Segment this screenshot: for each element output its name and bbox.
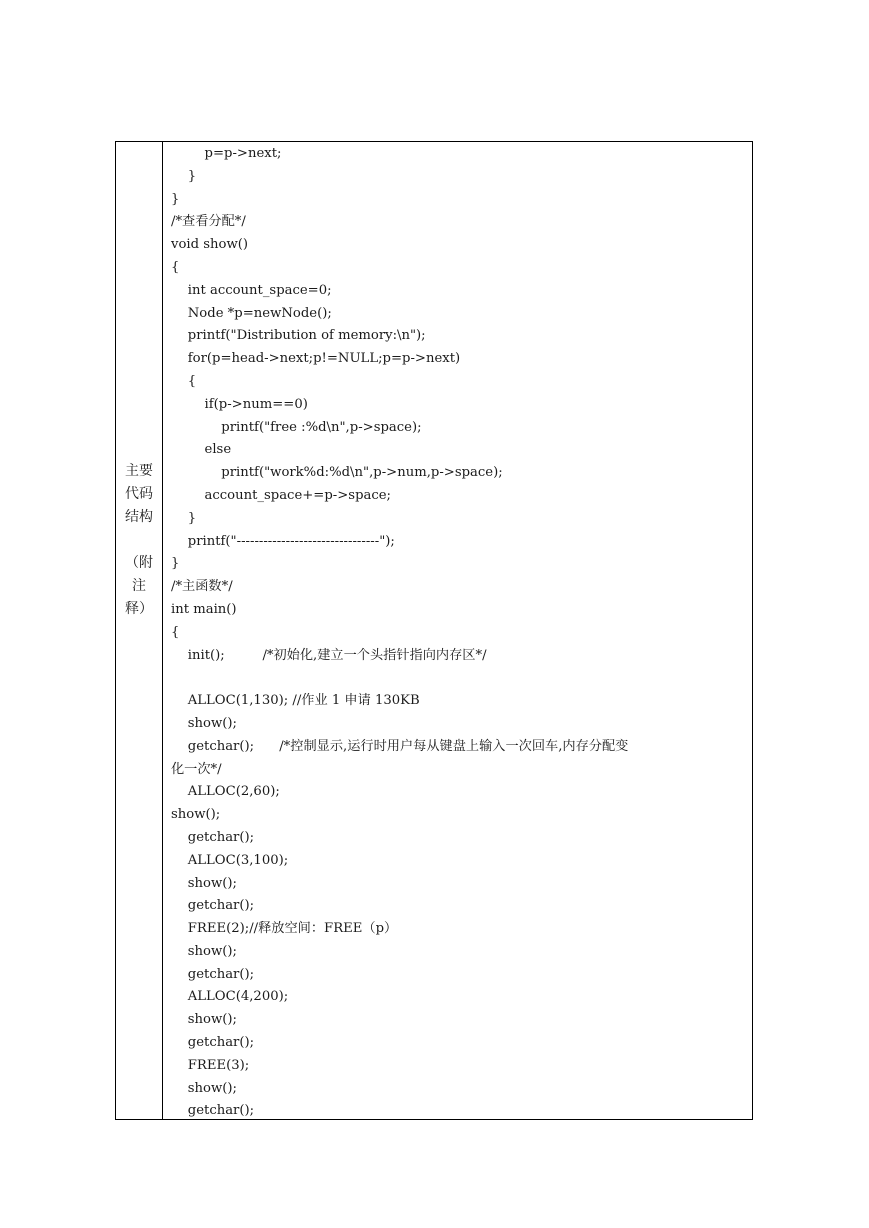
- code-line: printf("Distribution of memory:\n");: [171, 328, 426, 344]
- code-line: }: [171, 168, 197, 184]
- code-line: {: [171, 259, 180, 275]
- code-line: getchar();: [171, 829, 255, 845]
- code-line: show();: [171, 1012, 237, 1028]
- code-line: getchar();: [171, 1035, 255, 1051]
- code-line: else: [171, 442, 232, 458]
- code-line: init(); /*初始化,建立一个头指针指向内存区*/: [171, 647, 487, 663]
- code-line: ALLOC(2,60);: [171, 784, 280, 800]
- code-line: show();: [171, 715, 237, 731]
- code-line: }: [171, 510, 197, 526]
- code-line: ALLOC(1,130); //作业 1 申请 130KB: [171, 693, 420, 709]
- code-line: printf("work%d:%d\n",p->num,p->space);: [171, 465, 503, 481]
- code-line: /*主函数*/: [171, 579, 233, 595]
- code-line: /*查看分配*/: [171, 214, 246, 230]
- label-line: （附: [125, 555, 153, 571]
- code-line: show();: [171, 875, 237, 891]
- section-label: [116, 460, 162, 621]
- code-line: ALLOC(3,100);: [171, 852, 289, 868]
- code-line: FREE(2);//释放空间：FREE（p）: [171, 921, 398, 937]
- label-line: 主要: [125, 463, 153, 479]
- code-line: show();: [171, 807, 221, 823]
- code-line: }: [171, 556, 180, 572]
- code-line: int account_space=0;: [171, 282, 332, 298]
- code-line: ALLOC(4,200);: [171, 989, 289, 1005]
- label-line: 注: [132, 578, 146, 594]
- code-line: getchar();: [171, 966, 255, 982]
- code-line: for(p=head->next;p!=NULL;p=p->next): [171, 351, 461, 367]
- code-line: }: [171, 191, 180, 207]
- code-line: int main(): [171, 601, 237, 617]
- code-line: show();: [171, 1080, 237, 1096]
- label-line: 结构: [125, 509, 153, 525]
- code-line: Node *p=newNode();: [171, 305, 332, 321]
- code-line: 化一次*/: [171, 761, 222, 777]
- code-line: FREE(3);: [171, 1057, 250, 1073]
- label-gap: [116, 529, 162, 552]
- label-line: 代码: [125, 486, 153, 502]
- code-line: account_space+=p->space;: [171, 487, 392, 503]
- code-line: {: [171, 373, 197, 389]
- code-line: [171, 667, 748, 690]
- label-cell: [116, 142, 163, 1119]
- code-line: getchar();: [171, 898, 255, 914]
- code-table: [115, 141, 753, 1120]
- code-line: void show(): [171, 237, 249, 253]
- code-line: show();: [171, 943, 237, 959]
- code-line: p=p->next;: [171, 146, 282, 161]
- code-line: getchar();: [171, 1103, 255, 1119]
- code-cell: [163, 142, 752, 1119]
- code-line: printf("free :%d\n",p->space);: [171, 419, 422, 435]
- code-line: printf("--------------------------------");: [171, 533, 395, 549]
- code-line: {: [171, 624, 180, 640]
- label-line: 释）: [125, 601, 153, 617]
- code-line: if(p->num==0): [171, 396, 308, 412]
- code-block: [171, 143, 748, 1119]
- code-line: getchar(); /*控制显示,运行时用户每从键盘上输入一次回车,内存分配变: [171, 738, 629, 754]
